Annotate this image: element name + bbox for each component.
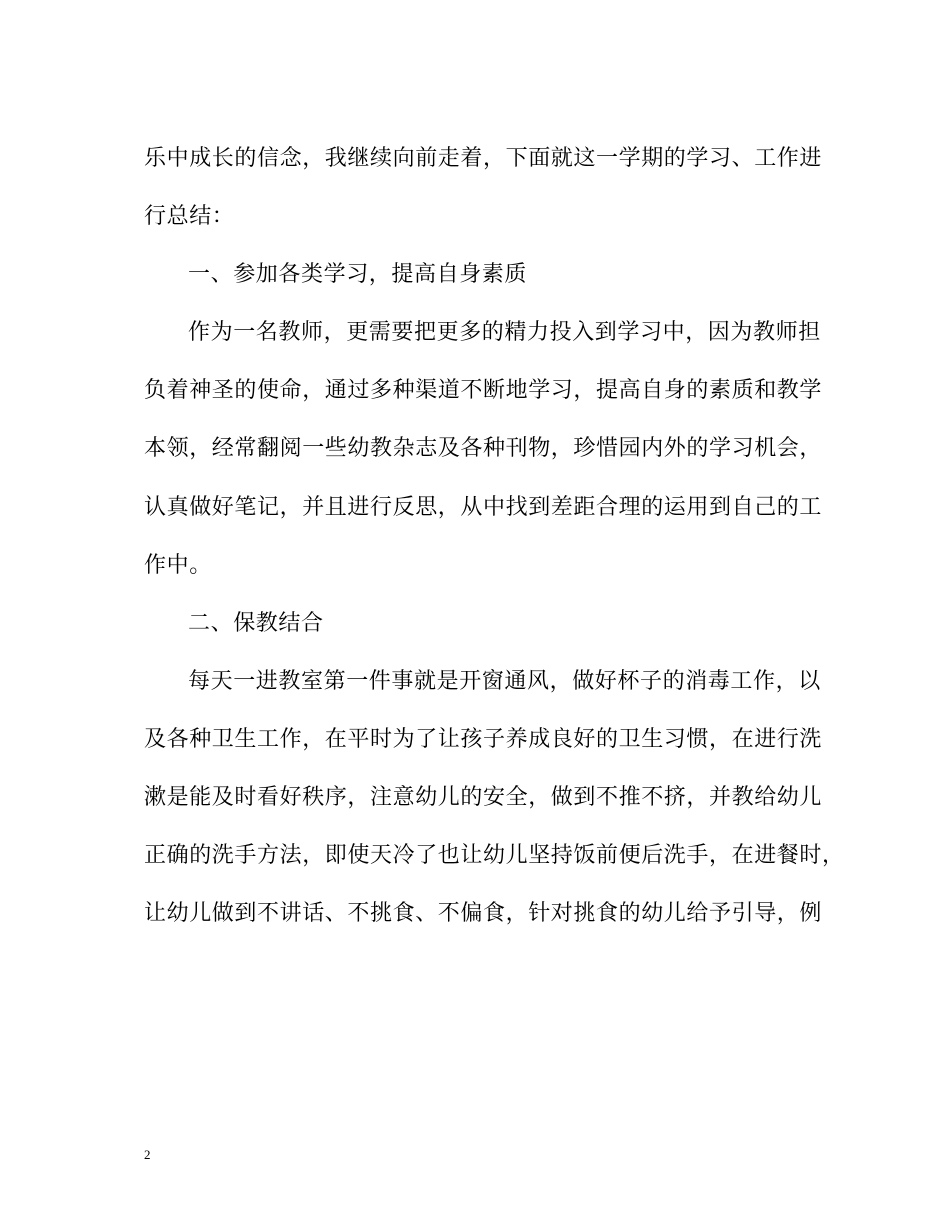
paragraph-line: 正确的洗手方法，即使天冷了也让幼儿坚持饭前便后洗手，在进餐时， bbox=[144, 843, 845, 869]
paragraph-line: 漱是能及时看好秩序，注意幼儿的安全，做到不推不挤，并教给幼儿 bbox=[144, 785, 823, 811]
paragraph-line: 乐中成长的信念，我继续向前走着，下面就这一学期的学习、工作进 bbox=[144, 146, 823, 171]
body-text bbox=[144, 136, 845, 949]
paragraph-line: 作为一名教师，更需要把更多的精力投入到学习中，因为教师担 bbox=[188, 320, 821, 346]
page-number: 2 bbox=[144, 1147, 151, 1162]
paragraph-line: 每天一进教室第一件事就是开窗通风，做好杯子的消毒工作，以 bbox=[188, 668, 821, 694]
paragraph-line: 作中。 bbox=[144, 552, 212, 578]
paragraph-line: 行总结： bbox=[144, 204, 235, 230]
section-heading: 一、参加各类学习，提高自身素质 bbox=[188, 262, 528, 288]
paragraph-line: 本领，经常翻阅一些幼教杂志及各种刊物，珍惜园内外的学习机会， bbox=[144, 436, 823, 462]
paragraph-line: 让幼儿做到不讲话、不挑食、不偏食，针对挑食的幼儿给予引导，例 bbox=[144, 901, 823, 927]
paragraph-line: 及各种卫生工作，在平时为了让孩子养成良好的卫生习惯，在进行洗 bbox=[144, 726, 823, 752]
paragraph-line: 负着神圣的使命，通过多种渠道不断地学习，提高自身的素质和教学 bbox=[144, 378, 823, 404]
paragraph-line: 认真做好笔记，并且进行反思，从中找到差距合理的运用到自己的工 bbox=[144, 494, 823, 520]
section-heading: 二、保教结合 bbox=[188, 610, 324, 636]
